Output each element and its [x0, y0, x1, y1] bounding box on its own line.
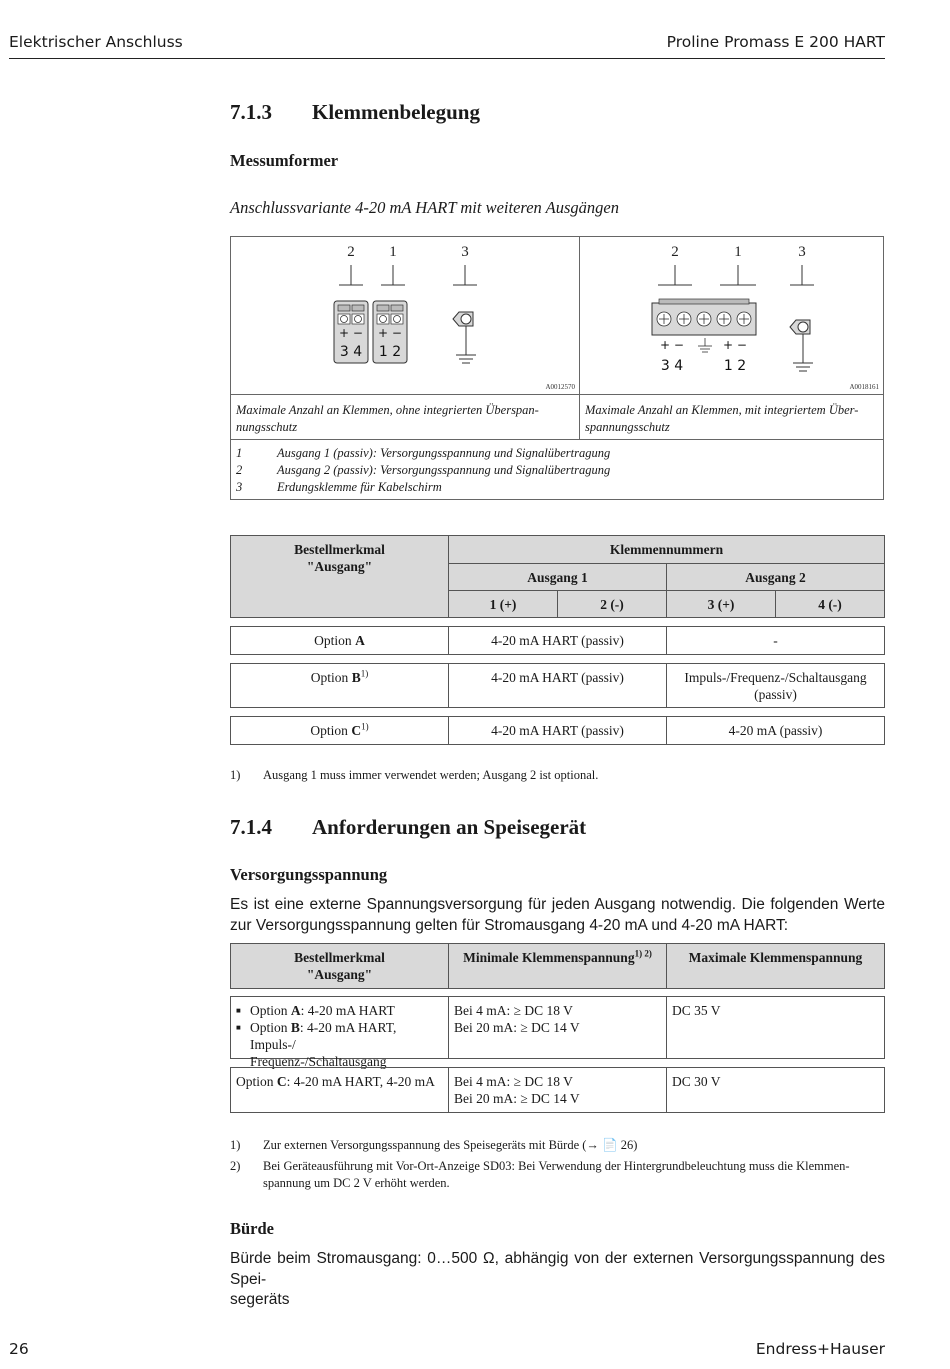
subheading-messumformer: Messumformer [230, 151, 339, 170]
section-number: 7.1.3 [230, 100, 272, 124]
section-heading-7-1-4 [230, 815, 830, 841]
cell-output-1: 4-20 mA HART (passiv) [448, 626, 667, 655]
list-item: ■ Option A: 4-20 mA HART [236, 1002, 444, 1019]
terminal-figure [230, 236, 884, 500]
figure-divider-h1 [231, 394, 883, 395]
block-a-polarity: + − [339, 326, 363, 340]
cell-output-1: 4-20 mA HART (passiv) [448, 716, 667, 745]
th-terminal-2: 2 (-) [557, 590, 667, 618]
th-terminal-numbers: Klemmennummern [448, 535, 885, 564]
block-b-polarity: + − [378, 326, 402, 340]
th-order-feature: Bestellmerkmal "Ausgang" [230, 943, 449, 989]
table-footnote: 2) Bei Geräteausführung mit Vor-Ort-Anzeige SD03: Bei Verwendung der Hintergrundbeleuchtung muss die Klemmen- spannung um DC 2 V erhöht werden. [230, 1159, 850, 1190]
section-title: Klemmenbelegung [312, 100, 480, 124]
right-polarity-a: + − [660, 338, 684, 352]
list-item: ■ Option B: 4-20 mA HART, Impuls-/ Frequenz-/Schaltausgang [236, 1019, 444, 1070]
diagram-label-3-right: 3 [798, 244, 806, 260]
legend-item: 3 Erdungsklemme für Kabelschirm [236, 480, 442, 494]
right-terminals-a: 3 4 [660, 358, 684, 374]
running-header-section: Elektrischer Anschluss [9, 33, 183, 51]
cell-output-2: Impuls-/Frequenz-/Schaltausgang (passiv) [666, 663, 885, 708]
cell-min-voltage: Bei 4 mA: ≥ DC 18 V Bei 20 mA: ≥ DC 14 V [448, 996, 667, 1059]
figure-caption: Anschlussvariante 4-20 mA HART mit weiteren Ausgängen [230, 198, 619, 217]
th-terminal-4: 4 (-) [775, 590, 885, 618]
table-row-option-b: Option $B^{1)}$ [230, 663, 449, 708]
cell-max-voltage: DC 30 V [666, 1067, 885, 1113]
subheading-burden: Bürde [230, 1219, 275, 1238]
cell-output-1: 4-20 mA HART (passiv) [448, 663, 667, 708]
right-terminals-b: 1 2 [723, 358, 747, 374]
diagram-label-2: 2 [347, 244, 355, 260]
block-b-terminals: 1 2 [378, 344, 402, 360]
legend-item: 1 Ausgang 1 (passiv): Versorgungsspannung und Signalübertragung [236, 446, 611, 460]
figure-code-left: A0012570 [545, 383, 575, 391]
page-number: 26 [9, 1340, 29, 1358]
terminal-diagram-with-surge [580, 237, 883, 394]
table-row-option-a: Option A [230, 626, 449, 655]
figure-caption-right: Maximale Anzahl an Klemmen, mit integriertem Über- spannungsschutz [585, 403, 859, 434]
th-max-terminal-voltage: Maximale Klemmenspannung [666, 943, 885, 989]
right-polarity-b: + − [723, 338, 747, 352]
section-number: 7.1.4 [230, 815, 272, 839]
figure-divider-h2 [231, 439, 883, 440]
section-heading-7-1-3 [230, 100, 830, 126]
running-header-product: Proline Promass E 200 HART [666, 33, 885, 51]
subheading-supply-voltage: Versorgungsspannung [230, 865, 388, 884]
terminal-diagram-without-surge [231, 237, 579, 394]
th-output-2: Ausgang 2 [666, 563, 885, 591]
th-min-terminal-voltage: Minimale Klemmenspannung$^{1) 2)}$ [448, 943, 667, 989]
burden-paragraph: Bürde beim Stromausgang: 0…500 Ω, abhängig von der externen Versorgungsspannung des Spei- segeräts [230, 1250, 885, 1308]
cell-output-2: - [666, 626, 885, 655]
table-row-option-c: Option $C^{1)}$ [230, 716, 449, 745]
th-terminal-3: 3 (+) [666, 590, 776, 618]
cell-output-2: 4-20 mA (passiv) [666, 716, 885, 745]
footer-brand: Endress+Hauser [755, 1340, 885, 1358]
table-row-option-c: Option C: 4-20 mA HART, 4-20 mA [230, 1067, 449, 1113]
th-terminal-1: 1 (+) [448, 590, 558, 618]
table-footnote: 1) Ausgang 1 muss immer verwendet werden; Ausgang 2 ist optional. [230, 768, 599, 782]
section-title: Anforderungen an Speisegerät [312, 815, 587, 839]
table-footnote: 1) Zur externen Versorgungsspannung des Speisegeräts mit Bürde (→ 📄 26) [230, 1138, 638, 1152]
table-row-option-a-b [230, 996, 449, 1069]
legend-item: 2 Ausgang 2 (passiv): Versorgungsspannung und Signalübertragung [236, 463, 611, 477]
th-output-1: Ausgang 1 [448, 563, 667, 591]
diagram-label-1: 1 [389, 244, 397, 260]
diagram-label-2-right: 2 [671, 244, 679, 260]
cell-min-voltage: Bei 4 mA: ≥ DC 18 V Bei 20 mA: ≥ DC 14 V [448, 1067, 667, 1113]
th-order-feature: Bestellmerkmal "Ausgang" [230, 535, 449, 618]
diagram-label-3: 3 [461, 244, 469, 260]
supply-intro-paragraph: Es ist eine externe Spannungsversorgung für jeden Ausgang notwendig. Die folgenden Werte zur Versorgungsspannung gelten für Stromausgang 4-20 mA und 4-20 mA HART: [230, 896, 885, 934]
figure-code-right: A0018161 [849, 383, 879, 391]
figure-caption-left: Maximale Anzahl an Klemmen, ohne integrierten Überspan- nungsschutz [236, 403, 539, 434]
cell-max-voltage: DC 35 V [666, 996, 885, 1059]
block-a-terminals: 3 4 [339, 344, 363, 360]
diagram-label-1-right: 1 [734, 244, 742, 260]
header-rule [9, 58, 885, 59]
